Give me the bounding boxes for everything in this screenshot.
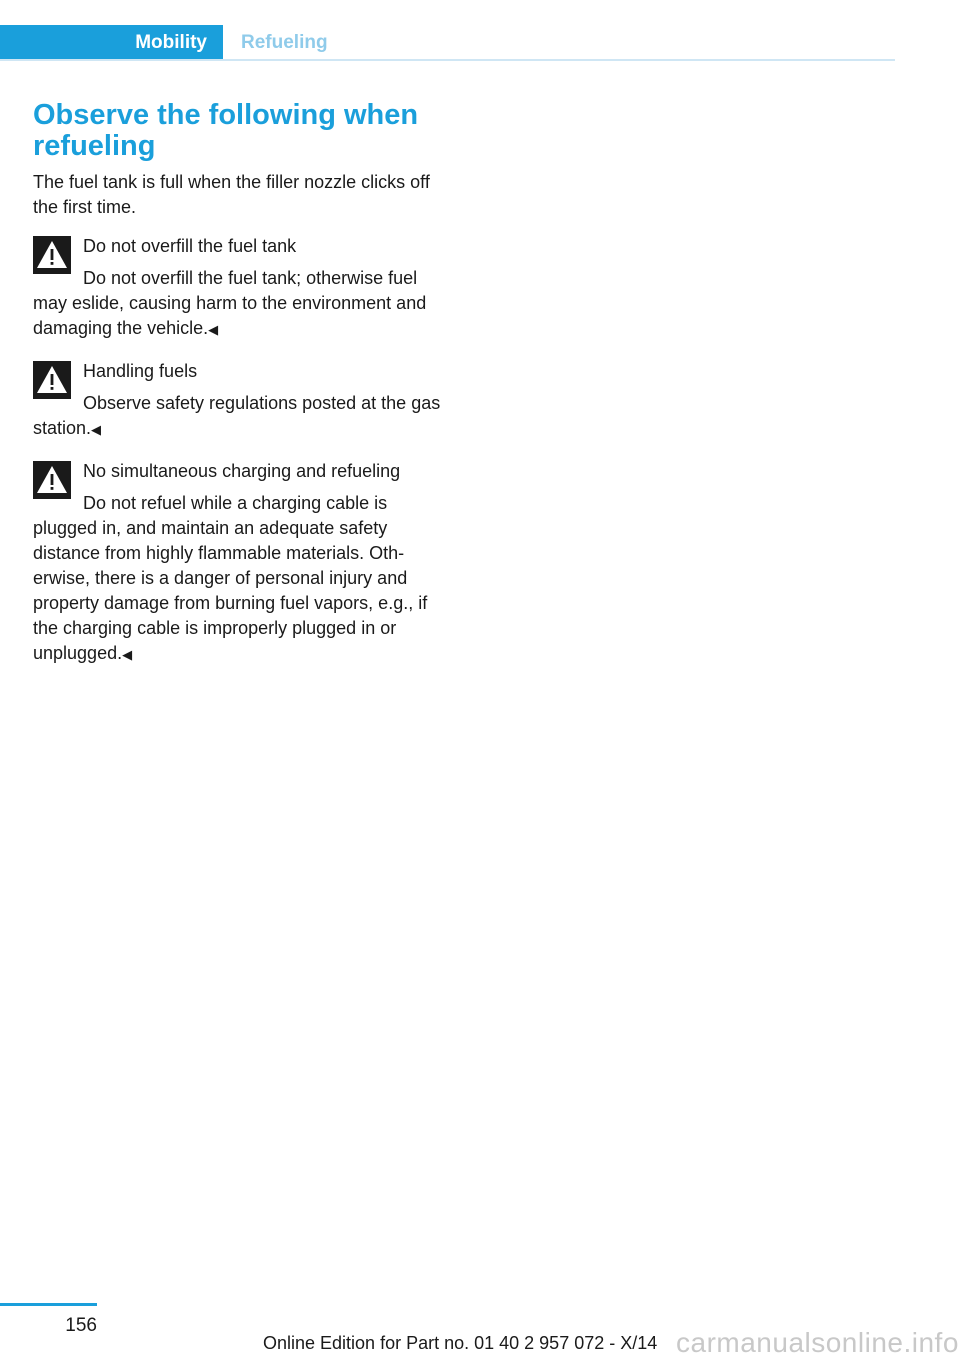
warning-body xyxy=(33,391,448,442)
warning-triangle-icon xyxy=(33,236,71,274)
tab-refueling[interactable]: Refueling xyxy=(241,32,328,53)
page-title: Observe the following when refueling xyxy=(33,99,419,162)
warning-title: Handling fuels xyxy=(83,361,198,381)
watermark: carmanualsonline.info xyxy=(676,1327,959,1358)
end-mark-icon: ◀ xyxy=(122,647,133,662)
intro-paragraph: The fuel tank is full when the filler nozzle clicks off the first time. xyxy=(33,172,430,217)
warning-overfill xyxy=(33,234,448,342)
warning-handling-fuels xyxy=(33,359,448,442)
warning-text: Observe safety regulations posted at the gas station. xyxy=(33,393,441,438)
end-mark-icon: ◀ xyxy=(208,322,219,337)
warning-triangle-icon xyxy=(33,361,71,399)
warning-body xyxy=(33,491,448,667)
header-divider xyxy=(0,59,895,61)
header xyxy=(0,25,895,61)
warning-text: Do not refuel while a charging cable is plugged in, and maintain an adequate safety distance from highly flammable materials. Otherwise, there is a danger of personal injury and property damage from burning fuel vapors, e.g., if the charging cable is improperly plugged in or unplugged. xyxy=(33,493,428,663)
page-number: 156 xyxy=(65,1315,97,1336)
warning-body xyxy=(33,266,448,342)
main-content xyxy=(33,100,448,684)
warning-title: No simultaneous charging and refueling xyxy=(83,461,401,481)
warning-title: Do not overfill the fuel tank xyxy=(83,236,297,256)
warning-triangle-icon xyxy=(33,461,71,499)
warning-text: Do not overfill the fuel tank; otherwise fuel may eslide, causing harm to the environment and damaging the vehicle. xyxy=(33,268,427,338)
end-mark-icon: ◀ xyxy=(91,422,102,437)
edition-text: Online Edition for Part no. 01 40 2 957 072 - X/14 xyxy=(263,1333,658,1353)
footer-divider xyxy=(0,1303,97,1306)
warning-charging-refueling xyxy=(33,459,448,667)
tab-mobility[interactable]: Mobility xyxy=(0,25,223,61)
